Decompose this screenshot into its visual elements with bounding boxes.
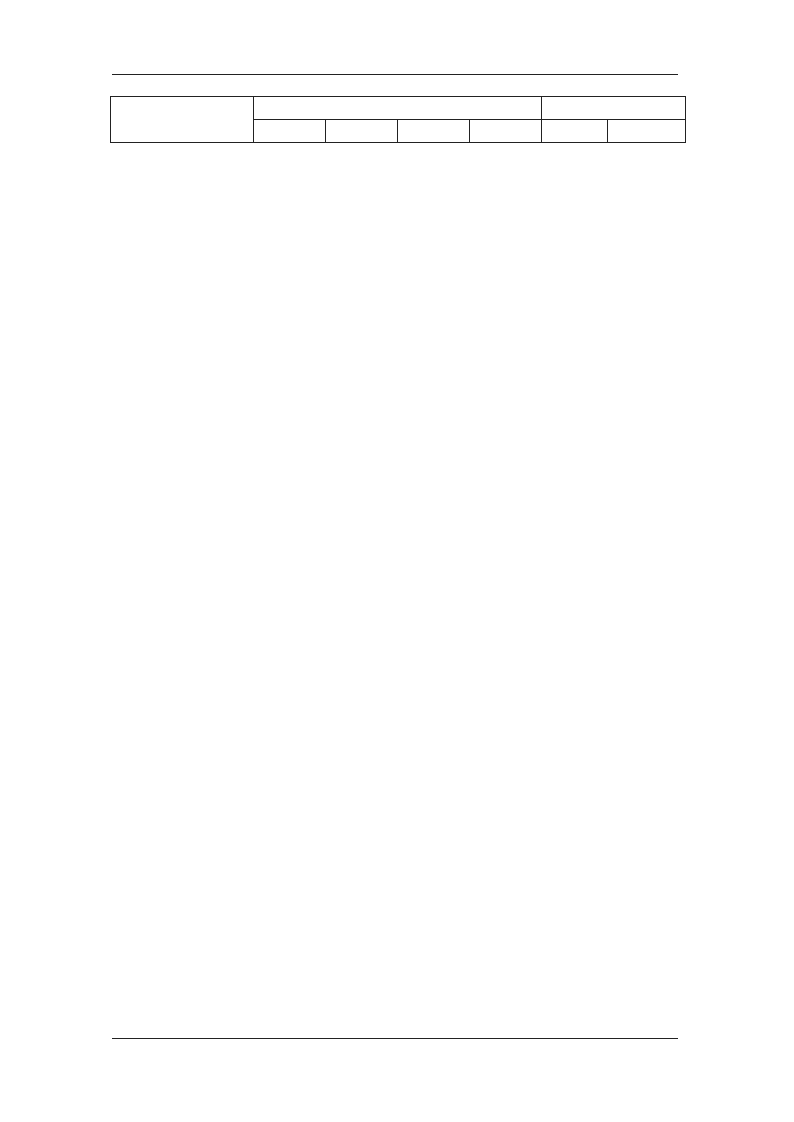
- subheader-cell: [608, 120, 686, 143]
- header-group-construction: [254, 97, 542, 120]
- subheader-cell: [326, 120, 398, 143]
- header-group-average: [542, 97, 686, 120]
- header-item: [111, 97, 254, 143]
- subheader-cell: [398, 120, 470, 143]
- discharge-table: [110, 96, 686, 143]
- subheader-cell: [542, 120, 608, 143]
- footer-rule: [112, 1038, 678, 1039]
- header-rule: [112, 74, 678, 75]
- table-header-row: [111, 97, 686, 120]
- subheader-cell: [254, 120, 326, 143]
- subheader-cell: [470, 120, 542, 143]
